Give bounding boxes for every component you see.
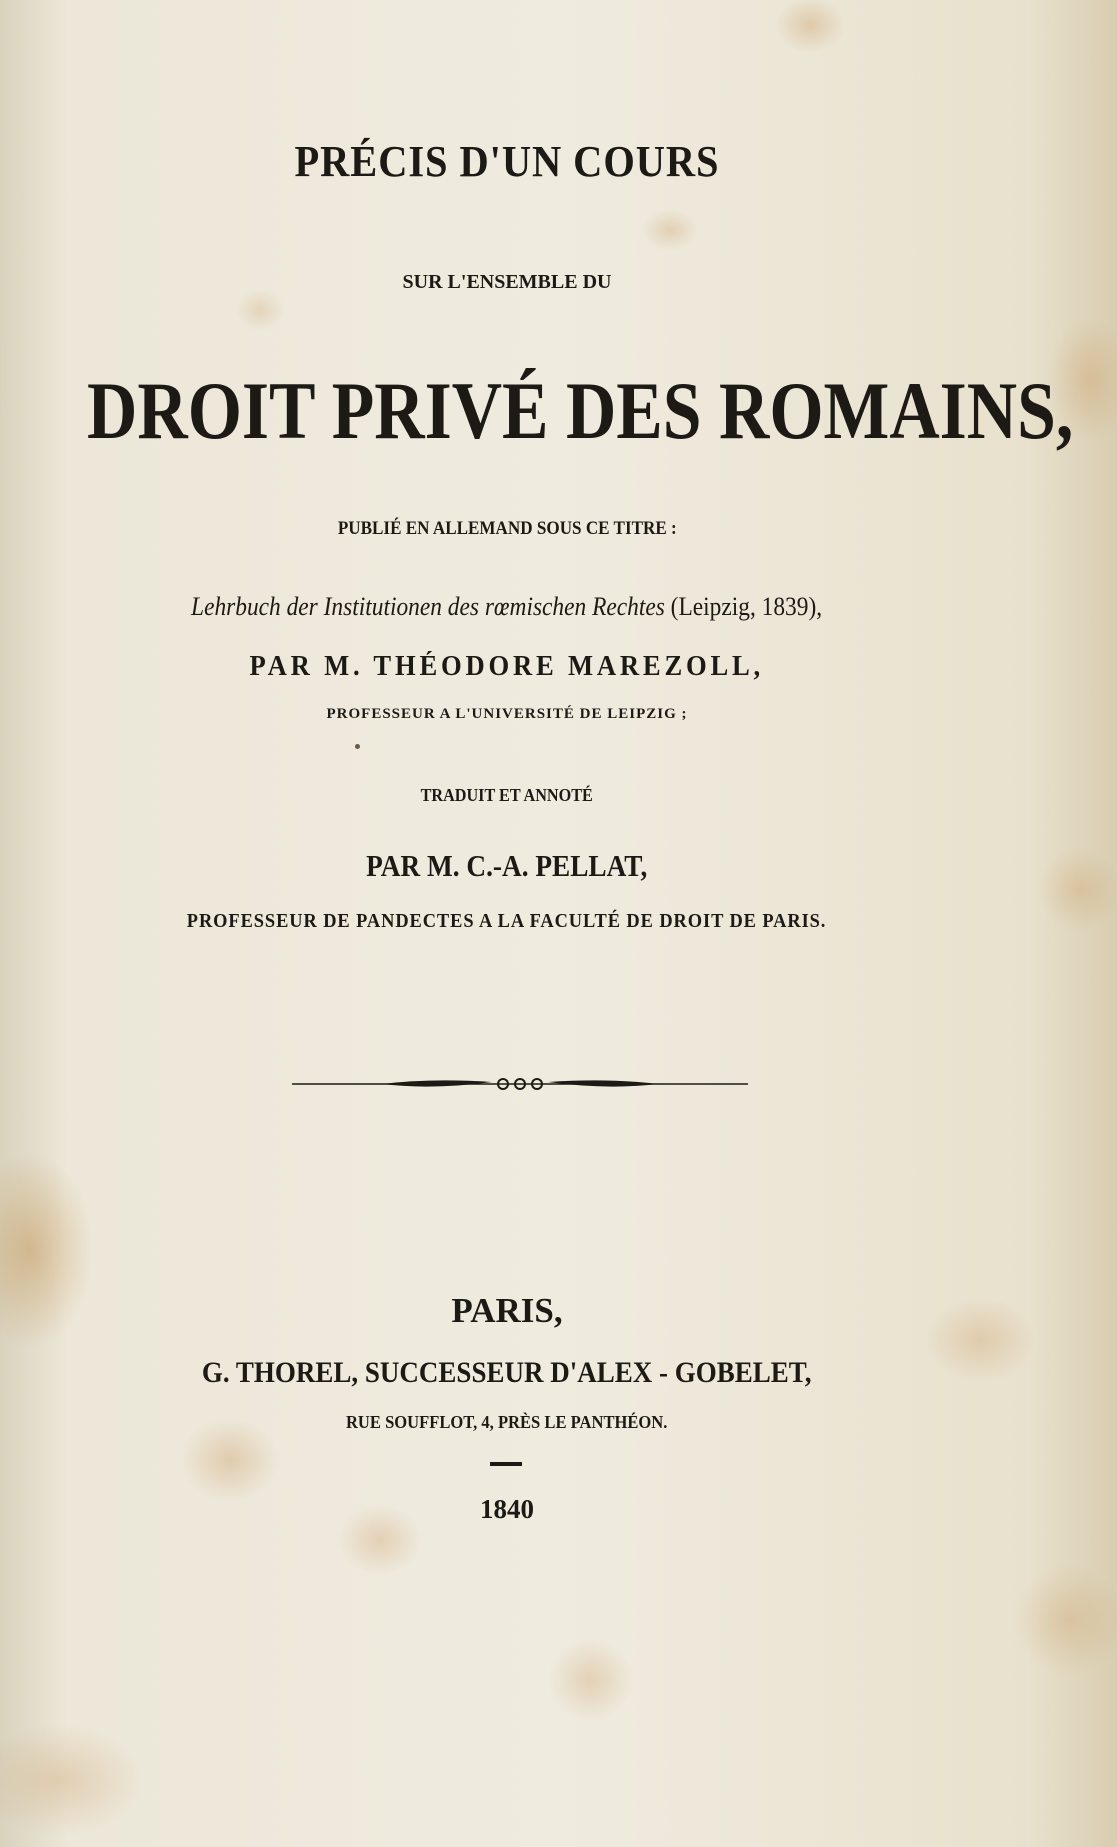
publisher-address: RUE SOUFFLOT, 4, PRÈS LE PANTHÉON.	[346, 1412, 668, 1432]
imprint-city: PARIS,	[451, 1291, 563, 1330]
original-work	[0, 594, 1014, 620]
title-line-2: SUR L'ENSEMBLE DU	[402, 271, 612, 293]
title-line-1: PRÉCIS D'UN COURS	[294, 137, 720, 186]
publisher: G. THOREL, SUCCESSEUR D'ALEX - GOBELET,	[202, 1356, 812, 1389]
publication-year: 1840	[480, 1494, 534, 1524]
translator-affiliation: PROFESSEUR DE PANDECTES A LA FACULTÉ DE DROIT DE PARIS.	[187, 910, 827, 932]
ornamental-rule	[292, 1072, 748, 1096]
original-imprint: (Leipzig, 1839),	[665, 592, 823, 621]
translator: PAR M. C.-A. PELLAT,	[366, 848, 648, 883]
translation-note: TRADUIT ET ANNOTÉ	[420, 785, 594, 805]
author: PAR M. THÉODORE MAREZOLL,	[249, 651, 765, 682]
main-title: DROIT PRIVÉ DES ROMAINS,	[87, 365, 1074, 456]
separator-dash	[490, 1462, 522, 1466]
original-title: Lehrbuch der Institutionen des rœmischen Rechtes	[191, 592, 666, 621]
ink-speck	[355, 744, 360, 749]
published-note: PUBLIÉ EN ALLEMAND SOUS CE TITRE :	[337, 518, 677, 539]
author-affiliation: PROFESSEUR A L'UNIVERSITÉ DE LEIPZIG ;	[326, 706, 688, 722]
